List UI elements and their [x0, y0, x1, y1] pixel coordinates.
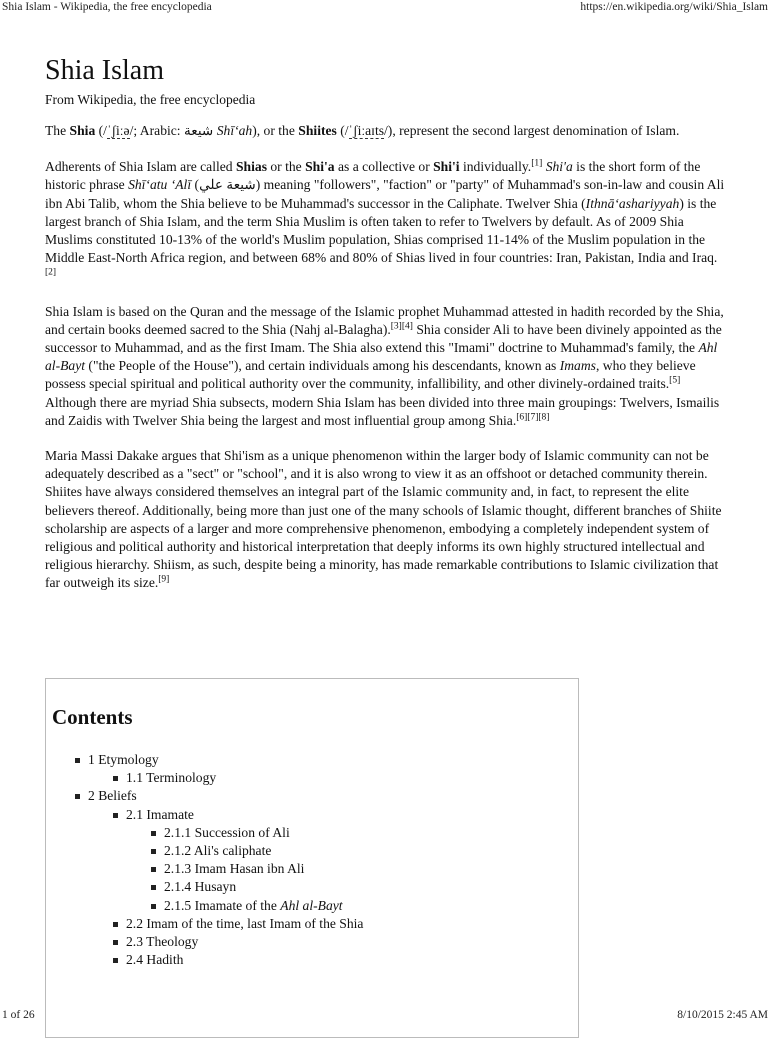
text: ), or the [252, 123, 299, 138]
text: ("the People of the House"), and certain individuals among his descendants, known as [85, 358, 560, 374]
page-title: Shia Islam [45, 55, 164, 86]
transliteration: Shīʻah [216, 123, 253, 138]
intro-paragraph-2 [45, 158, 727, 285]
toc-item-label: 2.3 Theology [126, 934, 199, 950]
toc-item-label: 2 Beliefs [88, 788, 137, 804]
toc-item-imam-of-the-time[interactable] [113, 915, 363, 933]
ipa-pronunciation-link[interactable]: ˈʃiːaɪts [348, 123, 385, 138]
toc-item-label: 2.1.2 Ali's caliphate [164, 843, 272, 859]
page-tagline: From Wikipedia, the free encyclopedia [45, 92, 256, 107]
intro-paragraph-4 [45, 447, 727, 593]
toc-item-italic: Ahl al-Bayt [280, 897, 343, 913]
print-header-title: Shia Islam - Wikipedia, the free encyclopedia [2, 1, 212, 13]
toc-item-label: 2.4 Hadith [126, 952, 184, 968]
text: /; Arabic: [129, 123, 184, 138]
print-header-url[interactable]: https://en.wikipedia.org/wiki/Shia_Islam [580, 1, 768, 13]
text: or the [266, 159, 306, 175]
toc-item-label: 1.1 Terminology [126, 770, 217, 786]
term-shia-collective: Shi'a [305, 159, 335, 175]
text: (/ [95, 123, 107, 138]
text: Maria Massi Dakake argues that Shi'ism as a unique phenomenon within the larger body of Islamic community can not be adequately described as a "sect" or "school", and it is also wrong to view it as an offshoot or detached community therein. Shiites have always considered themselves an integral part of the Islamic community and, in fact, to represent the elite believers thereof. Additionally, being more than just one of the many schools of Islamic thought, different branches of Shiite scholarship are aspects of a larger and more comprehensive phenomenon, embodying a completely independent system of religious and political authority and historical interpretation that deeply informs its own highly structured intellectual and religious hierarchy. Shiism, as such, despite being a minority, has made remarkable contributions to Islamic civilization that far outweigh its size. [45, 448, 722, 591]
toc-item-theology[interactable] [113, 933, 363, 951]
text: ) meaning "followers", "faction" or "party" of Muhammad's son-in-law and cousin Ali ibn Abi Talib, whom the Shia believe to be Muhammad's successor in the Caliphate. Twelver Shia ( [45, 177, 725, 211]
term-shias: Shias [236, 159, 267, 175]
citation-link[interactable]: [9] [158, 574, 170, 585]
intro-paragraph-3 [45, 303, 727, 430]
text: individually. [459, 159, 532, 175]
table-of-contents [45, 678, 579, 1038]
toc-item-label: 2.1.5 Imamate of the [164, 897, 281, 913]
toc-item-terminology[interactable] [113, 769, 363, 787]
toc-item-hadith[interactable] [113, 951, 363, 969]
print-timestamp: 8/10/2015 2:45 AM [677, 1009, 768, 1021]
text: , who they believe possess special spiritual and political authority over the community, infallibility, and other divinely-ordained traits. [45, 358, 696, 392]
toc-item-alis-caliphate[interactable] [151, 842, 363, 860]
text: is the short form of the historic phrase [45, 159, 701, 193]
text: /), represent the second largest denomination of Islam. [384, 123, 680, 138]
text: The [45, 123, 70, 138]
text: (/ [336, 123, 349, 138]
text: as a collective or [334, 159, 434, 175]
toc-item-imamate-ahl-al-bayt[interactable] [151, 897, 363, 915]
text: ) is the largest branch of Shia Islam, and the term Shia Muslim is often taken to refer to Twelvers by default. As of 2009 Shia Muslims constituted 10-13% of the world's Muslim population, Shias comprised 11-14% of the Muslim population in the Middle East-North Africa region, and between 68% and 80% of Shias lived in four countries: Iran, Pakistan, India and Iraq. [45, 195, 718, 266]
term-shii: Shi'i [433, 159, 460, 175]
toc-item-beliefs[interactable] [75, 787, 363, 805]
italic-term: Imams [559, 358, 596, 374]
italic-term: Shīʻatu ʻAlī [128, 177, 192, 193]
citation-link[interactable]: [5] [669, 375, 681, 386]
term-shiites: Shiites [298, 123, 337, 138]
toc-item-imam-hasan[interactable] [151, 860, 363, 878]
toc-item-label: 2.1 Imamate [126, 806, 194, 822]
text: Shia consider Ali to have been divinely appointed as the successor to Muhammad, and as the first Imam. The Shia also extend this "Imami" doctrine to Muhammad's family, the [45, 321, 722, 356]
text: Adherents of Shia Islam are called [45, 159, 236, 175]
page-number: 1 of 26 [2, 1009, 35, 1021]
toc-item-label: 2.1.4 Husayn [164, 879, 237, 895]
article-body [45, 52, 727, 593]
citation-link[interactable]: [2] [45, 267, 57, 278]
toc-item-label: 2.2 Imam of the time, last Imam of the Shia [126, 915, 364, 931]
toc-item-etymology[interactable] [75, 751, 363, 769]
toc-heading: Contents [52, 705, 133, 729]
arabic-term: شيعة [183, 123, 214, 138]
italic-term: Ithnāʻashariyyah [585, 195, 680, 211]
italic-term: Ahl al-Bayt [45, 340, 718, 374]
toc-list [75, 751, 363, 969]
italic-term: Shi'a [545, 159, 573, 175]
arabic-term: شيعة علي [199, 177, 256, 193]
toc-item-label: 1 Etymology [88, 752, 159, 767]
text: ( [191, 177, 200, 193]
ipa-pronunciation-link[interactable]: ˈʃiːə [106, 123, 130, 138]
toc-item-husayn[interactable] [151, 878, 363, 896]
text: Shia Islam is based on the Quran and the message of the Islamic prophet Muhammad attested in hadith recorded by the Shia, and certain books deemed sacred to the Shia (Nahj al-Balagha). [45, 303, 724, 337]
citation-link[interactable]: [6][7][8] [516, 412, 550, 423]
print-header [0, 0, 768, 16]
text: Although there are myriad Shia subsects, modern Shia Islam has been divided into three main groupings: Twelvers, Ismailis and Zaidis with Twelver Shia being the largest and most influential group among Shia. [45, 394, 720, 428]
toc-item-imamate[interactable] [113, 806, 363, 824]
citation-link[interactable]: [3][4] [390, 321, 413, 332]
term-shia: Shia [69, 123, 96, 138]
citation-link[interactable]: [1] [531, 158, 543, 169]
toc-item-succession-of-ali[interactable] [151, 824, 363, 842]
intro-paragraph-1 [45, 122, 727, 140]
toc-item-label: 2.1.1 Succession of Ali [164, 824, 290, 840]
toc-item-label: 2.1.3 Imam Hasan ibn Ali [164, 861, 305, 877]
print-footer [0, 1008, 768, 1024]
